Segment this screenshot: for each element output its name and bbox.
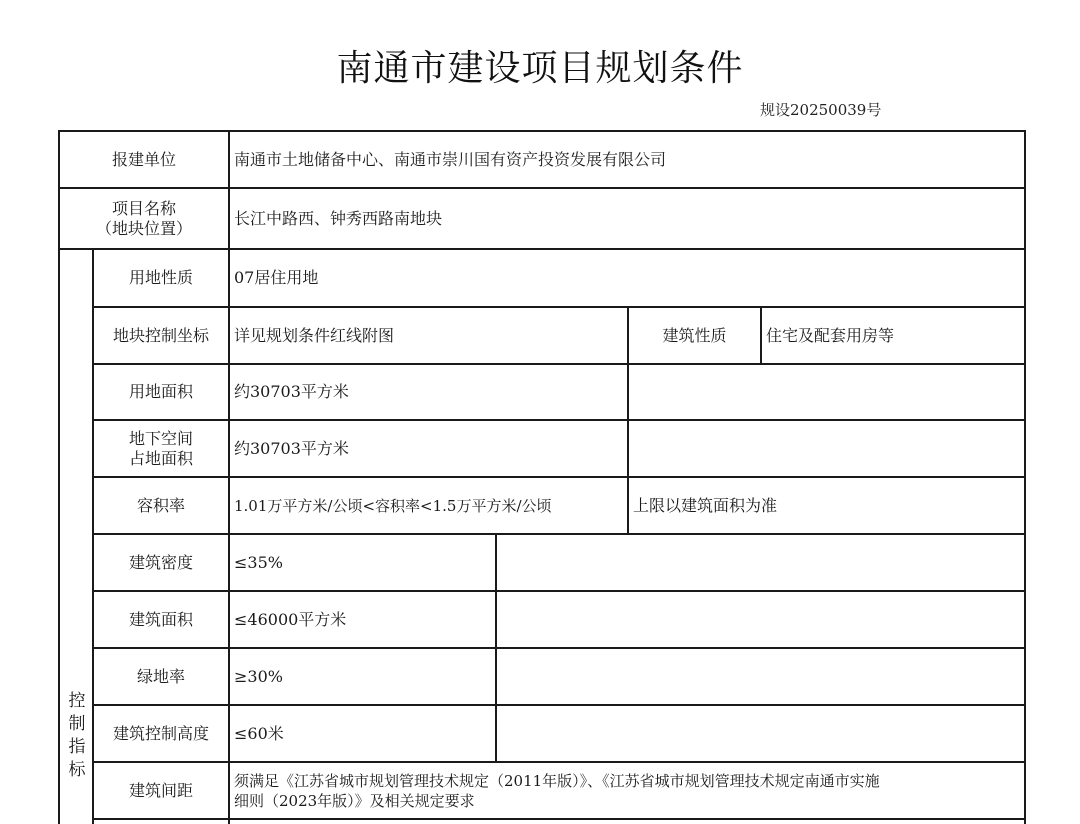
underground-area-value: 约30703平方米 xyxy=(234,438,349,458)
land-area-label: 用地面积 xyxy=(128,382,193,401)
applicant-value: 南通市土地储备中心、南通市崇川国有资产投资发展有限公司 xyxy=(234,149,667,169)
floor-area-value: ≤46000平方米 xyxy=(234,609,347,629)
density-label: 建筑密度 xyxy=(128,552,193,572)
table-rule xyxy=(1024,130,1026,824)
spacing-value xyxy=(230,763,1026,818)
underground-label-line2: 占地面积 xyxy=(128,448,193,468)
underground-area-label xyxy=(94,421,228,476)
land-area-value: 约30703平方米 xyxy=(234,382,349,401)
land-use-label: 用地性质 xyxy=(128,268,193,287)
far-value: 1.01万平方米/公顷<容积率<1.5万平方米/公顷 xyxy=(234,496,552,515)
coordinates-label: 地块控制坐标 xyxy=(112,325,209,345)
land-use-value: 07居住用地 xyxy=(234,268,319,287)
building-nature-value: 住宅及配套用房等 xyxy=(766,325,895,345)
document-title: 南通市建设项目规划条件 xyxy=(336,48,744,89)
spacing-label: 建筑间距 xyxy=(128,780,193,800)
control-indicators-label: 控制指标 xyxy=(68,691,86,780)
far-note: 上限以建筑面积为准 xyxy=(633,495,778,515)
project-name-label-line1: 项目名称 xyxy=(111,198,176,218)
table-rule xyxy=(495,533,497,761)
applicant-label: 报建单位 xyxy=(111,149,176,169)
far-label: 容积率 xyxy=(136,495,185,515)
height-value: ≤60米 xyxy=(234,723,284,743)
green-ratio-label: 绿地率 xyxy=(136,666,185,686)
height-label: 建筑控制高度 xyxy=(112,723,209,743)
project-name-label-line2: （地块位置） xyxy=(95,218,192,238)
table-rule xyxy=(94,818,1026,820)
document-number: 规设20250039号 xyxy=(760,101,882,119)
green-ratio-value: ≥30% xyxy=(234,666,283,686)
density-value: ≤35% xyxy=(234,552,283,572)
building-nature-label: 建筑性质 xyxy=(662,325,727,345)
project-name-value: 长江中路西、钟秀西路南地块 xyxy=(234,208,443,228)
project-name-label xyxy=(60,189,228,248)
coordinates-value: 详见规划条件红线附图 xyxy=(234,325,395,345)
underground-label-line1: 地下空间 xyxy=(128,428,193,448)
spacing-value-line2: 细则（2023年版）》及相关规定要求 xyxy=(234,791,475,810)
spacing-value-line1: 须满足《江苏省城市规划管理技术规定（2011年版）》、《江苏省城市规划管理技术规定南通市实施 xyxy=(234,771,880,790)
floor-area-label: 建筑面积 xyxy=(128,609,193,629)
